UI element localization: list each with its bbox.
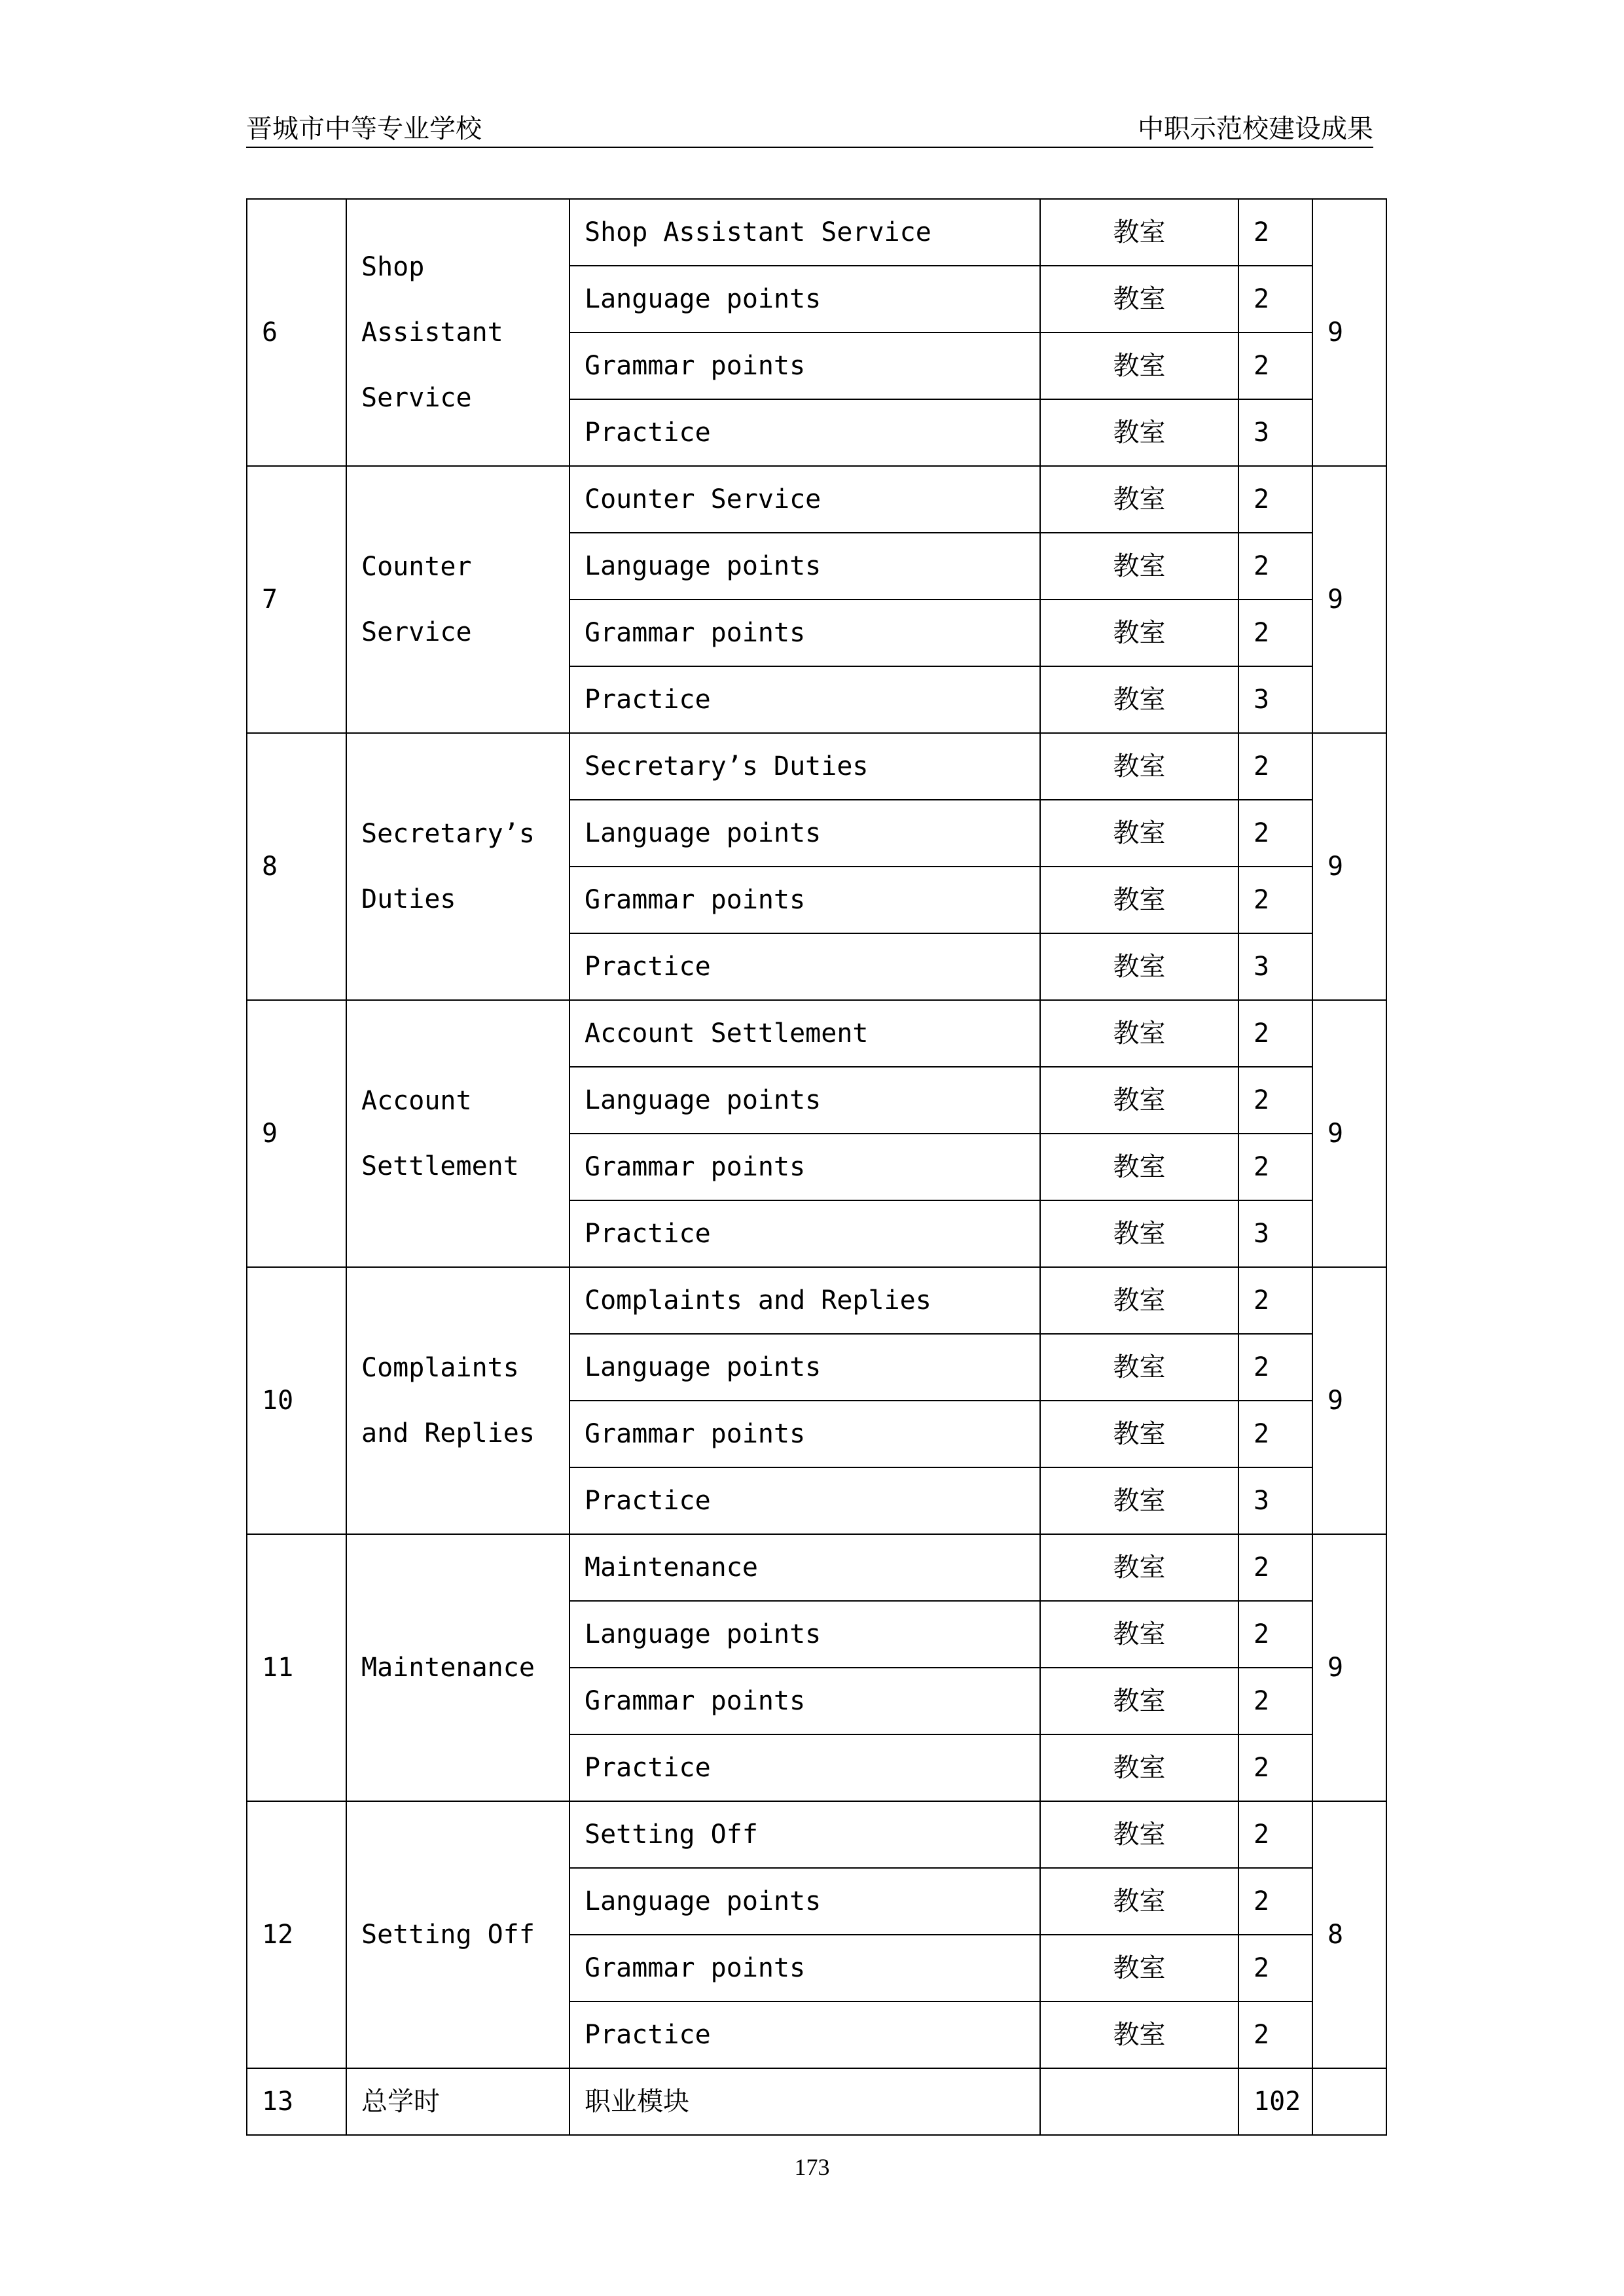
lesson-name: Practice	[569, 1467, 1040, 1534]
lesson-hours: 2	[1238, 867, 1312, 933]
lesson-location: 教室	[1040, 1868, 1238, 1935]
lesson-hours: 2	[1238, 733, 1312, 800]
lesson-hours: 2	[1238, 1401, 1312, 1467]
lesson-location: 教室	[1040, 266, 1238, 332]
lesson-name: Grammar points	[569, 867, 1040, 933]
lesson-location: 教室	[1040, 800, 1238, 867]
lesson-location: 教室	[1040, 1668, 1238, 1734]
lesson-hours: 3	[1238, 1467, 1312, 1534]
unit-number: 9	[247, 1000, 346, 1267]
lesson-location: 教室	[1040, 199, 1238, 266]
unit-total-hours: 9	[1312, 199, 1386, 466]
table-row	[247, 733, 1386, 800]
unit-title: Complaints and Replies	[346, 1267, 569, 1534]
lesson-hours: 2	[1238, 2001, 1312, 2068]
lesson-location: 教室	[1040, 1801, 1238, 1868]
lesson-name: Practice	[569, 2001, 1040, 2068]
lesson-location: 教室	[1040, 600, 1238, 666]
unit-number: 7	[247, 466, 346, 733]
lesson-name: Grammar points	[569, 600, 1040, 666]
unit-total-hours: 9	[1312, 1000, 1386, 1267]
unit-title: Shop Assistant Service	[346, 199, 569, 466]
table-row	[247, 1000, 1386, 1067]
lesson-name: Grammar points	[569, 1668, 1040, 1734]
unit-title: Counter Service	[346, 466, 569, 733]
lesson-hours: 3	[1238, 1200, 1312, 1267]
page-number: 173	[794, 2154, 830, 2180]
unit-number: 11	[247, 1534, 346, 1801]
lesson-name: Account Settlement	[569, 1000, 1040, 1067]
lesson-location: 教室	[1040, 733, 1238, 800]
header-school-name: 晋城市中等专业学校	[246, 114, 482, 144]
lesson-name: Language points	[569, 1334, 1040, 1401]
lesson-name: Practice	[569, 1200, 1040, 1267]
lesson-name: Practice	[569, 1734, 1040, 1801]
lesson-name: Setting Off	[569, 1801, 1040, 1868]
lesson-location: 教室	[1040, 1000, 1238, 1067]
total-row-number: 13	[247, 2068, 346, 2135]
lesson-location: 教室	[1040, 1267, 1238, 1334]
lesson-name: Language points	[569, 533, 1040, 600]
lesson-hours: 2	[1238, 1000, 1312, 1067]
lesson-location: 教室	[1040, 933, 1238, 1000]
lesson-hours: 2	[1238, 1134, 1312, 1200]
unit-total-hours: 9	[1312, 1534, 1386, 1801]
lesson-hours: 2	[1238, 1267, 1312, 1334]
lesson-hours: 2	[1238, 1334, 1312, 1401]
unit-title: Secretary’s Duties	[346, 733, 569, 1000]
total-module-name: 职业模块	[569, 2068, 1040, 2135]
table-row	[247, 1267, 1386, 1334]
unit-total-hours: 9	[1312, 1267, 1386, 1534]
lesson-location: 教室	[1040, 399, 1238, 466]
lesson-hours: 2	[1238, 1668, 1312, 1734]
lesson-name: Grammar points	[569, 1935, 1040, 2001]
total-hours-label: 总学时	[346, 2068, 569, 2135]
unit-total-hours: 8	[1312, 1801, 1386, 2068]
lesson-location: 教室	[1040, 1601, 1238, 1668]
lesson-location: 教室	[1040, 332, 1238, 399]
lesson-hours: 2	[1238, 1868, 1312, 1935]
unit-total-hours: 9	[1312, 733, 1386, 1000]
lesson-name: Grammar points	[569, 332, 1040, 399]
lesson-name: Counter Service	[569, 466, 1040, 533]
table-row	[247, 199, 1386, 266]
lesson-hours: 2	[1238, 533, 1312, 600]
course-schedule-table	[246, 198, 1387, 2136]
page-header	[246, 113, 1373, 148]
lesson-name: Practice	[569, 933, 1040, 1000]
lesson-location: 教室	[1040, 1734, 1238, 1801]
lesson-hours: 2	[1238, 199, 1312, 266]
course-table-body	[247, 199, 1386, 2135]
lesson-name: Language points	[569, 800, 1040, 867]
unit-title: Maintenance	[346, 1534, 569, 1801]
lesson-name: Complaints and Replies	[569, 1267, 1040, 1334]
lesson-location: 教室	[1040, 1134, 1238, 1200]
total-row-total	[1312, 2068, 1386, 2135]
lesson-location: 教室	[1040, 1534, 1238, 1601]
lesson-location: 教室	[1040, 2001, 1238, 2068]
lesson-name: Grammar points	[569, 1401, 1040, 1467]
lesson-name: Language points	[569, 1868, 1040, 1935]
table-row	[247, 1534, 1386, 1601]
lesson-hours: 2	[1238, 1734, 1312, 1801]
lesson-name: Language points	[569, 1601, 1040, 1668]
header-document-title: 中职示范校建设成果	[1138, 114, 1373, 144]
lesson-location: 教室	[1040, 533, 1238, 600]
lesson-location: 教室	[1040, 1067, 1238, 1134]
lesson-hours: 2	[1238, 1067, 1312, 1134]
lesson-hours: 2	[1238, 266, 1312, 332]
lesson-name: Practice	[569, 666, 1040, 733]
unit-number: 8	[247, 733, 346, 1000]
lesson-hours: 3	[1238, 399, 1312, 466]
lesson-location: 教室	[1040, 466, 1238, 533]
unit-number: 12	[247, 1801, 346, 2068]
lesson-hours: 2	[1238, 600, 1312, 666]
lesson-location: 教室	[1040, 666, 1238, 733]
lesson-location: 教室	[1040, 1334, 1238, 1401]
lesson-hours: 3	[1238, 666, 1312, 733]
lesson-hours: 2	[1238, 1601, 1312, 1668]
lesson-hours: 2	[1238, 800, 1312, 867]
total-row	[247, 2068, 1386, 2135]
lesson-hours: 2	[1238, 332, 1312, 399]
lesson-hours: 3	[1238, 933, 1312, 1000]
lesson-location: 教室	[1040, 1935, 1238, 2001]
table-row	[247, 1801, 1386, 1868]
lesson-name: Maintenance	[569, 1534, 1040, 1601]
lesson-location: 教室	[1040, 1401, 1238, 1467]
lesson-name: Language points	[569, 266, 1040, 332]
unit-number: 10	[247, 1267, 346, 1534]
lesson-hours: 2	[1238, 466, 1312, 533]
total-hours-value: 102	[1238, 2068, 1312, 2135]
lesson-name: Language points	[569, 1067, 1040, 1134]
lesson-name: Grammar points	[569, 1134, 1040, 1200]
lesson-location: 教室	[1040, 867, 1238, 933]
lesson-location: 教室	[1040, 1200, 1238, 1267]
lesson-hours: 2	[1238, 1534, 1312, 1601]
unit-title: Setting Off	[346, 1801, 569, 2068]
lesson-name: Shop Assistant Service	[569, 199, 1040, 266]
lesson-location: 教室	[1040, 1467, 1238, 1534]
total-location	[1040, 2068, 1238, 2135]
unit-number: 6	[247, 199, 346, 466]
lesson-name: Secretary’s Duties	[569, 733, 1040, 800]
lesson-name: Practice	[569, 399, 1040, 466]
unit-title: Account Settlement	[346, 1000, 569, 1267]
lesson-hours: 2	[1238, 1801, 1312, 1868]
lesson-hours: 2	[1238, 1935, 1312, 2001]
unit-total-hours: 9	[1312, 466, 1386, 733]
table-row	[247, 466, 1386, 533]
